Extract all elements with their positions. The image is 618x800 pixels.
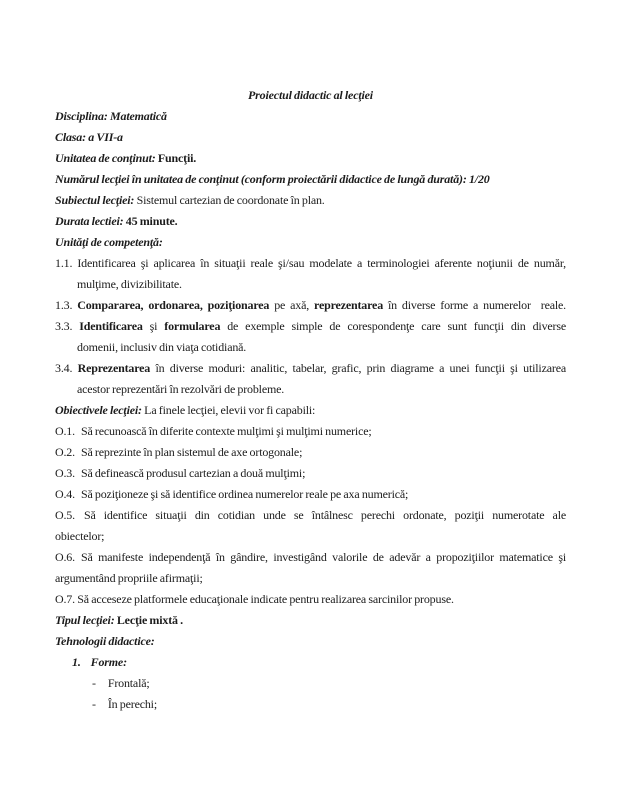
competence-3-4-line-2 xyxy=(55,379,566,400)
text-run: O.2. xyxy=(55,445,75,459)
class-line xyxy=(55,127,566,148)
text-run: domenii, inclusiv din viaţa cotidiană. xyxy=(77,340,247,354)
competence-units-heading xyxy=(55,232,566,253)
text-run: 3.3. xyxy=(55,319,80,333)
competence-3-4-line-1 xyxy=(55,358,566,379)
text-run: Lecţie mixtă . xyxy=(114,613,183,627)
competence-3-3-line-1 xyxy=(55,316,566,337)
didactic-technologies-heading xyxy=(55,631,566,652)
text-run: în diverse forme a numerelor reale. xyxy=(383,298,566,312)
text-run: Să identifice situaţii din cotidian unde se întâlnesc perechi ordonate, poziţii numerotate ale xyxy=(83,508,566,522)
text-run: 1. xyxy=(72,655,81,669)
discipline-line xyxy=(55,106,566,127)
text-run: 3.4. xyxy=(55,361,78,375)
text-run: Obiectivele lecţiei: xyxy=(55,403,142,417)
text-run: Funcţii. xyxy=(157,151,197,165)
text-run: Să poziţioneze şi să identifice ordinea numerelor reale pe axa numerică; xyxy=(80,487,409,501)
objectives-heading xyxy=(55,400,566,421)
text-run: Să recunoască în diferite contexte mulţimi şi mulţimi numerice; xyxy=(80,424,372,438)
text-run: Sistemul cartezian de coordonate în plan. xyxy=(136,193,325,207)
text-run: 1.3. xyxy=(55,298,78,312)
text-run: acestor reprezentări în rezolvări de probleme. xyxy=(77,382,285,396)
content-unit-line xyxy=(55,148,566,169)
text-run: Reprezentarea xyxy=(77,361,151,375)
text-run: Disciplina: Matematică xyxy=(55,109,167,123)
objective-o3 xyxy=(55,463,566,484)
text-run: de exemple simple de corespondenţe care sunt funcţii din diverse xyxy=(220,319,566,333)
text-run: şi xyxy=(142,319,165,333)
competence-1-1-line-2 xyxy=(55,274,566,295)
text-run: Numărul lecţiei în unitatea de conţinut (conform proiectării didactice de lungă durată): 1/20 xyxy=(55,172,490,186)
text-run: Tipul lecţiei: xyxy=(55,613,115,627)
text-run: O.6. xyxy=(55,550,75,564)
text-run: Tehnologii didactice: xyxy=(55,634,155,648)
objective-o4 xyxy=(55,484,566,505)
text-run: În perechi; xyxy=(107,697,157,711)
text-run: Subiectul lecţiei: xyxy=(55,193,137,207)
text-run: Proiectul didactic al lecţiei xyxy=(248,88,373,102)
competence-1-3-line xyxy=(55,295,566,316)
text-run: formularea xyxy=(164,319,221,333)
objective-o7 xyxy=(55,589,566,610)
text-run: Clasa: a VII-a xyxy=(55,130,123,144)
doc-title xyxy=(55,85,566,106)
objective-o6-line-1 xyxy=(55,547,566,568)
lesson-duration-line xyxy=(55,211,566,232)
lesson-subject-line xyxy=(55,190,566,211)
text-run: pe axă, xyxy=(269,298,315,312)
competence-3-3-line-2 xyxy=(55,337,566,358)
text-run: O.3. xyxy=(55,466,75,480)
objective-o2 xyxy=(55,442,566,463)
text-run: Forme: xyxy=(90,655,127,669)
text-run: O.4. xyxy=(55,487,75,501)
text-run: Să definească produsul cartezian a două mulţimi; xyxy=(80,466,306,480)
lesson-number-line xyxy=(55,169,566,190)
text-run: în diverse moduri: analitic, tabelar, grafic, prin diagrame a unei funcţii şi utilizarea xyxy=(150,361,566,375)
text-run: Durata lectiei: xyxy=(55,214,126,228)
form-item-frontal xyxy=(55,673,566,694)
forms-list-heading xyxy=(55,652,566,673)
text-run: - xyxy=(92,697,96,711)
objective-o6-line-2 xyxy=(55,568,566,589)
objective-o5-line-2 xyxy=(55,526,566,547)
text-run: Identificarea xyxy=(79,319,143,333)
text-run: La finele lecţiei, elevii vor fi capabili: xyxy=(141,403,316,417)
text-run: Unităţi de competenţă: xyxy=(55,235,163,249)
form-item-pairs xyxy=(55,694,566,715)
text-run: O.1. xyxy=(55,424,75,438)
text-run: Să manifeste independenţă în gândire, investigând valorile de adevăr a propoziţiilor matematice şi xyxy=(80,550,566,564)
text-run: Compararea, ordonarea, poziţionarea xyxy=(77,298,270,312)
text-run: O.7. Să acceseze platformele educaţionale indicate pentru realizarea sarcinilor propuse. xyxy=(55,592,454,606)
text-run: Să reprezinte în plan sistemul de axe ortogonale; xyxy=(80,445,303,459)
text-run: Unitatea de conţinut: xyxy=(55,151,158,165)
objective-o1 xyxy=(55,421,566,442)
competence-1-1-line-1 xyxy=(55,253,566,274)
text-run: obiectelor; xyxy=(55,529,105,543)
text-run: mulţime, divizibilitate. xyxy=(77,277,182,291)
text-run: 45 minute. xyxy=(125,214,178,228)
text-run: 1.1. Identificarea şi aplicarea în situaţii reale şi/sau modelate a terminologiei aferente noţiunii de număr, xyxy=(55,256,566,270)
text-run: O.5. xyxy=(55,508,75,522)
text-run: argumentând propriile afirmaţii; xyxy=(55,571,203,585)
objective-o5-line-1 xyxy=(55,505,566,526)
lesson-type-line xyxy=(55,610,566,631)
text-run: Frontală; xyxy=(107,676,150,690)
text-run: - xyxy=(92,676,96,690)
text-run: reprezentarea xyxy=(314,298,384,312)
